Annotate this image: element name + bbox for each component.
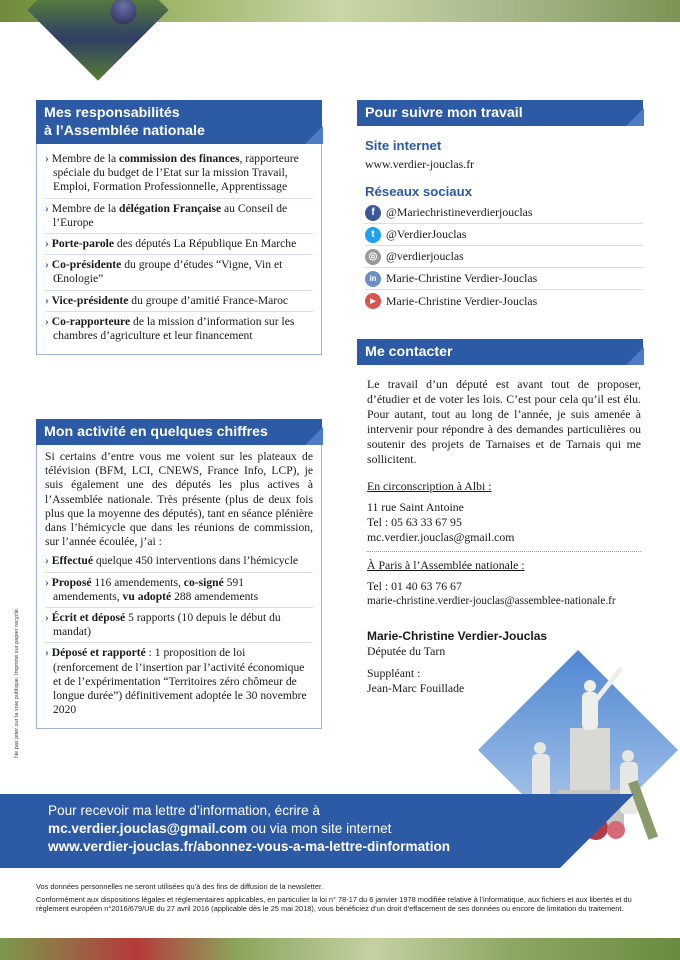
social-handle: @Mariechristineverdierjouclas xyxy=(386,205,533,219)
suivre-title: Pour suivre mon travail xyxy=(365,105,523,121)
youtube-icon: ▶ xyxy=(365,293,381,309)
responsabilites-title-line2: à l’Assemblée nationale xyxy=(44,123,205,139)
list-item: › Membre de la délégation Française au Conseil de l’Europe xyxy=(45,199,313,234)
list-item: › Vice-présidente du groupe d’amitié France-Maroc xyxy=(45,291,313,312)
list-item: › Écrit et déposé 5 rapports (10 depuis le début du mandat) xyxy=(45,608,313,643)
contact-title: Me contacter xyxy=(365,344,453,360)
newsletter-banner xyxy=(0,794,560,868)
responsabilites-title-line1: Mes responsabilités xyxy=(44,105,180,121)
newsletter-middle: ou via mon site internet xyxy=(247,821,392,836)
paris-phone[interactable]: Tel : 01 40 63 76 67 xyxy=(367,579,462,593)
social-twitter[interactable] xyxy=(365,224,643,246)
responsabilites-list xyxy=(36,144,322,355)
footnote-line2: Conformément aux dispositions légales et réglementaires applicables, en particulier la loi n° 78-17 du 6 janvier 1978 modifiée relative à l’informatique, aux fichiers et aux libertés et du règlement européen n°2016/679/UE du 27 avril 2016 (applicable dès le 25 mai 2018), vous bénéficiez d’un droit d’effacement de ses données ou encore de limitation du traitement. xyxy=(36,895,632,914)
signature-role: Députée du Tarn xyxy=(367,644,446,658)
grape-image xyxy=(105,0,142,30)
list-item: › Co-présidente du groupe d’études “Vigne, Vin et Œnologie” xyxy=(45,255,313,290)
albi-phone[interactable]: Tel : 05 63 33 67 95 xyxy=(367,515,462,529)
list-item: › Co-rapporteure de la mission d’information sur les chambres d’agriculture et leur financement xyxy=(45,312,313,346)
newsletter-line1: Pour recevoir ma lettre d’information, écrire à xyxy=(48,803,320,818)
list-item: › Déposé et rapporté : 1 proposition de loi (renforcement de l’insertion par l’activité économique et de l’expérimentation “Territoires zéro chômeur de longue durée”) définitivement adoptée le 30 novembre 2020 xyxy=(45,643,313,720)
suivre-section xyxy=(357,100,643,312)
bottom-photo-strip xyxy=(0,938,680,960)
activite-intro: Si certains d’entre vous me voient sur les plateaux de télévision (BFM, LCI, CNEWS, France Info, LCP), je suis également une des députés les plus actives à l’Assemblée nationale. Très présente (plus de deux fois plus que la moyenne des députés), tant en séance plénière dans l’hémicycle que dans les réunions de commission, sur l’année écoulée, j’ai : xyxy=(45,450,313,549)
legal-footnote xyxy=(36,882,636,914)
activite-title: Mon activité en quelques chiffres xyxy=(44,424,268,440)
albi-address: 11 rue Saint Antoine xyxy=(367,500,464,514)
instagram-icon: ◎ xyxy=(365,249,381,265)
activite-header xyxy=(36,419,322,445)
recycling-note: Ne pas jeter sur la voie publique. Imprimé sur papier recyclé. xyxy=(14,607,20,758)
activite-section xyxy=(36,419,322,729)
list-item: › Proposé 116 amendements, co-signé 591 amendements, vu adopté 288 amendements xyxy=(45,573,313,608)
responsabilites-section xyxy=(36,100,322,355)
albi-label: En circonscription à Albi : xyxy=(367,479,492,493)
activite-box xyxy=(36,445,322,729)
vineyard-photo-diamond xyxy=(27,0,168,81)
social-instagram[interactable] xyxy=(365,246,643,268)
footnote-line1: Vos données personnelles ne seront utilisées qu’à des fins de diffusion de la newsletter. xyxy=(36,882,324,891)
site-label: Site internet xyxy=(365,138,442,153)
list-item: › Membre de la commission des finances, rapporteure spéciale du budget de l’Etat sur la mission Travail, Emploi, Formation Professionnelle, Apprentissage xyxy=(45,149,313,199)
social-facebook[interactable] xyxy=(365,202,643,224)
facebook-icon: f xyxy=(365,205,381,221)
social-list xyxy=(365,202,643,312)
contact-section xyxy=(357,339,643,696)
social-youtube[interactable] xyxy=(365,290,643,312)
suppleant-label: Suppléant : xyxy=(367,666,421,680)
linkedin-icon: in xyxy=(365,271,381,287)
social-label: Réseaux sociaux xyxy=(365,184,473,199)
newsletter-email[interactable]: mc.verdier.jouclas@gmail.com xyxy=(48,821,248,836)
newsletter-url[interactable]: www.verdier-jouclas.fr/abonnez-vous-a-ma-lettre-dinformation xyxy=(48,839,451,854)
signature-name: Marie-Christine Verdier-Jouclas xyxy=(367,629,548,643)
social-linkedin[interactable] xyxy=(365,268,643,290)
list-item: › Effectué quelque 450 interventions dans l’hémicycle xyxy=(45,551,313,572)
social-handle: @verdierjouclas xyxy=(386,249,464,263)
albi-email[interactable]: mc.verdier.jouclas@gmail.com xyxy=(367,530,515,544)
contact-header xyxy=(357,339,643,365)
site-link[interactable]: www.verdier-jouclas.fr xyxy=(365,157,475,171)
social-handle: @VerdierJouclas xyxy=(386,227,467,241)
newsletter-banner-corner xyxy=(560,794,634,868)
suppleant-name: Jean-Marc Fouillade xyxy=(367,681,465,695)
suivre-header xyxy=(357,100,643,126)
social-handle: Marie-Christine Verdier-Jouclas xyxy=(386,271,538,285)
responsabilites-header xyxy=(36,100,322,144)
twitter-icon: t xyxy=(365,227,381,243)
contact-intro: Le travail d’un député est avant tout de proposer, d’étudier et de voter les lois. C’est pour cela qu’il est élu. Pour autant, tout au long de l’année, je suis amenée à intervenir pour répondre à des demandes particulières ou soutenir des projets de Tarnaises et de Tarnais qui me sollicitent. xyxy=(367,377,641,466)
social-handle: Marie-Christine Verdier-Jouclas xyxy=(386,293,538,308)
list-item: › Porte-parole des députés La République En Marche xyxy=(45,234,313,255)
paris-label: À Paris à l’Assemblée nationale : xyxy=(367,558,525,572)
paris-email[interactable]: marie-christine.verdier-jouclas@assemblee-nationale.fr xyxy=(367,595,616,607)
